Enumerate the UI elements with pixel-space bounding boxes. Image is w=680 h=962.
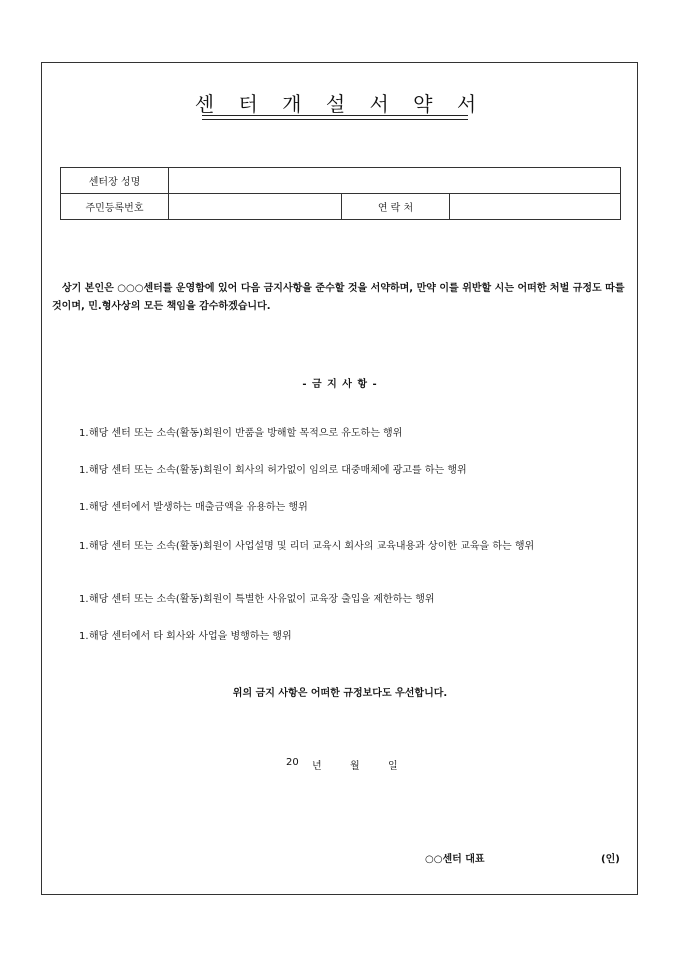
document-title: 센 터 개 설 서 약 서 bbox=[194, 92, 486, 116]
list-item-text: 해당 센터 또는 소속(활동)회원이 반품을 방해할 목적으로 유도하는 행위 bbox=[89, 428, 403, 439]
list-marker: 1. bbox=[79, 502, 89, 513]
list-item bbox=[79, 629, 292, 645]
list-marker: 1. bbox=[79, 428, 89, 439]
pledge-paragraph: 상기 본인은 ○○○센터를 운영함에 있어 다음 금지사항을 준수할 것을 서약하며, 만약 이를 위반할 시는 어떠한 처벌 규정도 따를 것이며, 민.형사상의 모든 책임을 감수하겠습니다. bbox=[52, 283, 625, 312]
date-year: 20 bbox=[286, 757, 299, 768]
list-marker: 1. bbox=[79, 594, 89, 605]
list-marker: 1. bbox=[79, 541, 89, 552]
list-item bbox=[79, 500, 308, 516]
list-item-text: 해당 센터 또는 소속(활동)회원이 회사의 허가없이 임의로 대중매체에 광고를 하는 행위 bbox=[89, 465, 467, 476]
id-label: 주민등록번호 bbox=[61, 194, 169, 220]
id-row bbox=[61, 194, 621, 220]
list-marker: 1. bbox=[79, 631, 89, 642]
id-field[interactable] bbox=[169, 194, 342, 220]
list-item bbox=[79, 426, 402, 442]
title-underline bbox=[202, 115, 468, 120]
list-item-text: 해당 센터에서 발생하는 매출금액을 유용하는 행위 bbox=[89, 502, 308, 513]
list-marker: 1. bbox=[79, 465, 89, 476]
signature-line: ○○센터 대표 bbox=[425, 854, 485, 865]
list-item-text: 해당 센터에서 타 회사와 사업을 병행하는 행위 bbox=[89, 631, 292, 642]
contact-field[interactable] bbox=[450, 194, 621, 220]
prohibitions-heading: - 금 지 사 항 - bbox=[302, 379, 378, 390]
list-item-text: 해당 센터 또는 소속(활동)회원이 특별한 사유없이 교육장 출입을 제한하는 행위 bbox=[89, 594, 435, 605]
date-line bbox=[286, 757, 398, 772]
date-day-unit: 일 bbox=[388, 761, 398, 772]
date-month-unit: 월 bbox=[350, 761, 360, 772]
seal-mark: (인) bbox=[601, 854, 620, 865]
list-item bbox=[79, 539, 534, 555]
list-item bbox=[79, 463, 467, 479]
name-row bbox=[61, 168, 621, 194]
name-field[interactable] bbox=[169, 168, 621, 194]
list-item bbox=[79, 592, 435, 608]
list-item-text: 해당 센터 또는 소속(활동)회원이 사업설명 및 리더 교육시 회사의 교육내용과 상이한 교육을 하는 행위 bbox=[89, 541, 535, 552]
info-table bbox=[60, 167, 621, 220]
priority-statement: 위의 금지 사항은 어떠한 규정보다도 우선합니다. bbox=[232, 688, 448, 699]
date-year-unit: 년 bbox=[312, 761, 322, 772]
contact-label: 연 락 처 bbox=[342, 194, 450, 220]
name-label: 센터장 성명 bbox=[61, 168, 169, 194]
